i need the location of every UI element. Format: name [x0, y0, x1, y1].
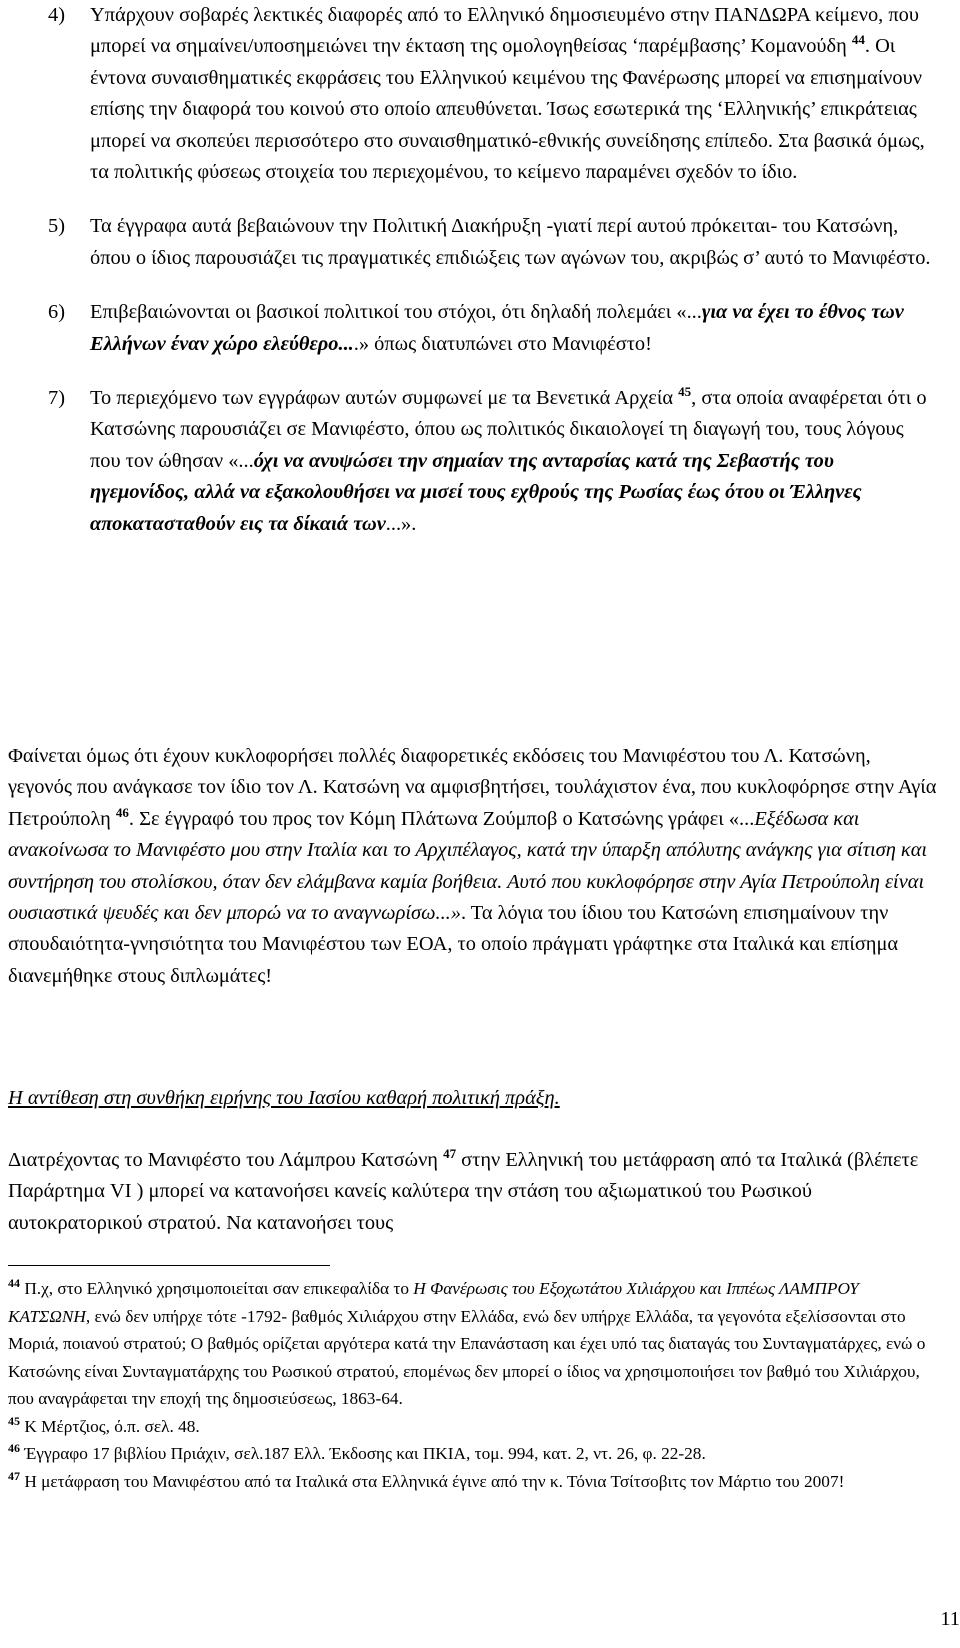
list-item-text	[90, 211, 938, 274]
text-run: Έγγραφο 17 βιβλίου Πριάχιν, σελ.187 Ελλ. Έκδοσης και ΠΚΙΑ, τομ. 994, κατ. 2, ντ. 26, φ. 22-28.	[20, 1444, 706, 1463]
text-run: . Σε έγγραφό του προς τον Κόμη Πλάτωνα Ζούμποβ ο Κατσώνης γράφει «...	[128, 807, 755, 830]
numbered-list	[48, 0, 938, 540]
text-run: Διατρέχοντας το Μανιφέστο του Λάμπρου Κατσώνη	[8, 1149, 444, 1171]
text-run: , ενώ δεν υπήρχε τότε -1792- βαθμός Χιλιάρχου στην Ελλάδα, ενώ δεν υπήρχε Ελλάδα, τα γεγονότα εξελίσσονται στο Μοριά, ποιανού στρατού; Ο βαθμός ορίζεται αργότερα κατά την Επανάσταση και έχει υπό τας διαταγάς του Συνταγματάρχες, ενώ ο Κατσώνης είναι Συνταγματάρχης του Ρωσικού στρατού, επομένως δεν μπορεί ο ίδιος να χρησιμοποιήσει τον βαθμό του Χιλιάρχου, που αναγράφεται την εποχή της δημοσιεύσεως, 1863-64.	[8, 1306, 926, 1408]
text-run: Υπάρχουν σοβαρές λεκτικές διαφορές από το Ελληνικό δημοσιευμένο στην ΠΑΝΔΩΡΑ κείμενο, που μπορεί να σημαίνει/υποσημειώνει την έκταση της ομολογηθείσας ‘παρέμβασης’ Κομανούδη	[90, 4, 919, 58]
list-item-text	[90, 0, 938, 188]
footnote-ref: 47	[8, 1468, 20, 1483]
footnote-ref: 47	[443, 1146, 457, 1162]
footnote-47	[8, 1468, 938, 1496]
paragraph-manifesto	[8, 1145, 938, 1239]
text-run: . Τα λόγια του ίδιου του Κατσώνη επισημαίνουν την σπουδαιότητα-γνησιότητα του Μανιφέστου των ΕΟΑ, το οποίο πράγματι γράφτηκε στα Ιταλικά και επίσημα διανεμήθηκε στους διπλωμάτες!	[8, 902, 899, 987]
text-run: Φαίνεται όμως ότι έχουν κυκλοφορήσει πολλές διαφορετικές εκδόσεις του Μανιφέστου του Λ. Κατσώνη, γεγονός που ανάγκασε τον ίδιο τον Λ. Κατσώνη να αμφισβητήσει, τουλάχιστον ένα, που κυκλοφόρησε στην Αγία Πετρούπολη	[8, 745, 937, 830]
footnote-44	[8, 1275, 938, 1413]
text-run: . Οι έντονα συναισθηματικές εκφράσεις του Ελληνικού κειμένου της Φανέρωσης μπορεί να επισημαίνουν επίσης την διαφορά του κοινού στο οποίο απευθύνεται. Ίσως εσωτερικά της ‘Ελληνικής’ επικράτειας μπορεί να σκοπεύει περισσότερο στο συναισθηματικό-εθνικής συνείδησης επίπεδο. Στα βασικά όμως, τα πολιτικής φύσεως στοιχεία του περιεχομένου, το κείμενο παραμένει σχεδόν το ίδιο.	[90, 35, 925, 184]
footnote-ref: 45	[8, 1413, 20, 1428]
text-run: Το περιεχόμενο των εγγράφων αυτών συμφωνεί με τα Βενετικά Αρχεία	[90, 387, 679, 410]
footnote-ref: 44	[8, 1276, 20, 1291]
footnote-45	[8, 1413, 938, 1441]
footnote-ref: 46	[115, 805, 129, 821]
footnote-ref: 45	[678, 384, 692, 400]
footnote-46	[8, 1440, 938, 1468]
list-item-6	[48, 297, 938, 360]
text-run: στην Ελληνική του μετάφραση από τα Ιταλικά (βλέπετε Παράρτημα VI ) μπορεί να κατανοήσει κανείς καλύτερα την στάση του αξιωματικού του Ρωσικού αυτοκρατορικού στρατού. Να κατανοήσει τους	[8, 1149, 919, 1234]
list-item-text	[90, 383, 938, 540]
page-number: 11	[940, 1608, 960, 1630]
text-run: Επιβεβαιώνονται οι βασικοί πολιτικοί του στόχοι, ότι δηλαδή πολεμάει «...	[90, 301, 702, 324]
footnote-ref: 46	[8, 1441, 20, 1456]
emphasized-quote: για να έχει το έθνος των Ελλήνων έναν χώρο ελεύθερο...	[90, 301, 904, 355]
list-number: 5)	[48, 215, 65, 238]
list-item-7	[48, 383, 938, 540]
footnote-ref: 44	[851, 32, 865, 48]
list-item-text	[90, 297, 938, 360]
text-run: Τα έγγραφα αυτά βεβαιώνουν την Πολιτική Διακήρυξη -γιατί περί αυτού πρόκειται- του Κατσώνη, όπου ο ίδιος παρουσιάζει τις πραγματικές επιδιώξεις των αγώνων του, ακριβώς σ’ αυτό το Μανιφέστο.	[90, 215, 931, 269]
text-run: Π.χ, στο Ελληνικό χρησιμοποιείται σαν επικεφαλίδα το	[20, 1279, 414, 1298]
footnotes	[8, 1275, 938, 1495]
text-run: , στα οποία αναφέρεται ότι ο Κατσώνης παρουσιάζει σε Μανιφέστο, όπου ως πολιτικός δικαιολογεί τη διαγωγή του, τους λόγους που τον ώθησαν «...	[90, 387, 927, 472]
paragraph-editions	[8, 741, 938, 992]
text-run: Κ Μέρτζιος, ό.π. σελ. 48.	[20, 1416, 200, 1436]
list-number: 7)	[48, 387, 65, 410]
italic-quote: Εξέδωσα και ανακοίνωσα το Μανιφέστο μου στην Ιταλία και το Αρχιπέλαγος, κατά την ύπαρξη απόλυτης ανάγκης για σίτιση και συντήρηση του στολίσκου, όταν δεν ελάμβανα καμία βοήθεια. Αυτό που κυκλοφόρησε στην Αγία Πετρούπολη είναι ουσιαστικά ψευδές και δεν μπορώ να το αναγνωρίσω...»	[8, 807, 928, 925]
footnote-separator	[8, 1265, 330, 1266]
text-run: .» όπως διατυπώνει στο Μανιφέστο!	[353, 332, 652, 355]
list-item-5	[48, 211, 938, 274]
emphasized-quote: όχι να ανυψώσει την σημαίαν της ανταρσίας κατά της Σεβαστής του ηγεμονίδος, αλλά να εξακολουθήσει να μισεί τους εχθρούς της Ρωσίας έως ότου οι Έλληνες αποκατασταθούν εις τα δίκαιά των	[90, 449, 862, 535]
italic-quote: Η Φανέρωσις του Εξοχωτάτου Χιλιάρχου και Ιππέως ΛΑΜΠΡΟΥ ΚΑΤΣΩΝΗ	[8, 1279, 859, 1326]
list-number: 4)	[48, 4, 65, 26]
list-item-4	[48, 0, 938, 188]
text-run: ...».	[385, 512, 417, 535]
list-number: 6)	[48, 301, 65, 324]
section-heading: Η αντίθεση στη συνθήκη ειρήνης του Ιασίου καθαρή πολιτική πράξη.	[8, 1087, 560, 1109]
text-run: Η μετάφραση του Μανιφέστου από τα Ιταλικά στα Ελληνικά έγινε από την κ. Τόνια Τσίτσοβιτς τον Μάρτιο του 2007!	[20, 1471, 845, 1491]
